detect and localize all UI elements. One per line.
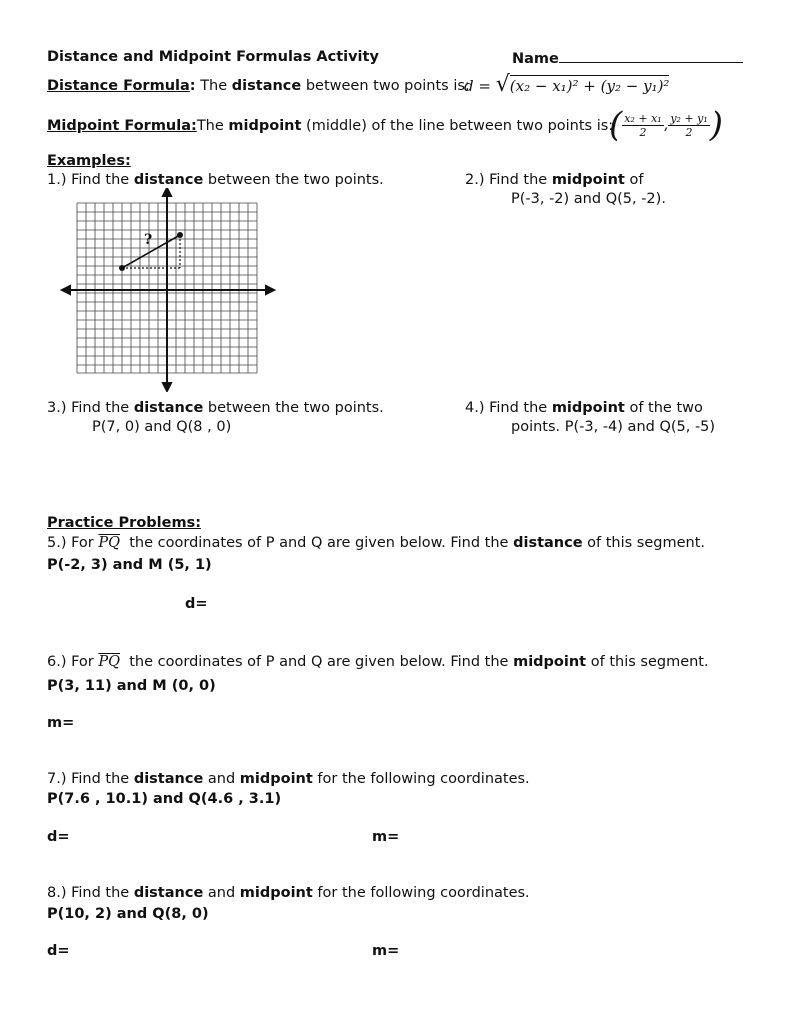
example-4: 4.) Find the midpoint of the two: [465, 400, 703, 416]
problem-6-answer[interactable]: m=: [47, 715, 75, 731]
practice-heading: Practice Problems:: [47, 515, 201, 531]
problem-5: 5.) For $\overline{PQ}$ the coordinates of P and Q are given below. Find the distance of this segment.: [47, 535, 706, 551]
name-field[interactable]: [512, 48, 743, 68]
example-4-points: points. P(-3, -4) and Q(5, -5): [511, 419, 716, 435]
problem-6-points: P(3, 11) and M (0, 0): [47, 678, 216, 694]
problem-5-points: P(-2, 3) and M (5, 1): [47, 557, 212, 573]
problem-8-midpoint-answer[interactable]: m=: [372, 943, 400, 959]
name-blank[interactable]: [559, 48, 743, 63]
problem-7: 7.) Find the distance and midpoint for the following coordinates.: [47, 771, 530, 787]
midpoint-formula-equation: ( $\frac{\text{x₂ + x₁}}{2}$ , $\frac{\text{y₂ + y₁}}{2}$ ): [609, 105, 724, 145]
example-3-points: P(7, 0) and Q(8 , 0): [92, 419, 232, 435]
midpoint-formula-line: Midpoint Formula:The midpoint (middle) of the line between two points is:: [47, 118, 614, 134]
problem-5-answer[interactable]: d=: [185, 596, 208, 612]
segment-pq: $\overline{PQ}$: [98, 654, 121, 670]
segment-pq: $\overline{PQ}$: [98, 535, 121, 551]
example-1: 1.) Find the distance between the two points.: [47, 172, 384, 188]
examples-heading: Examples:: [47, 153, 131, 169]
worksheet-title: Distance and Midpoint Formulas Activity: [47, 49, 379, 65]
problem-6: 6.) For $\overline{PQ}$ the coordinates of P and Q are given below. Find the midpoint of this segment.: [47, 654, 709, 670]
problem-8-points: P(10, 2) and Q(8, 0): [47, 906, 209, 922]
distance-formula-equation: d = √(x₂ − x₁)² + (y₂ − y₁)²: [464, 72, 670, 97]
example-3: 3.) Find the distance between the two points.: [47, 400, 384, 416]
graph-question-mark: ?: [144, 232, 153, 248]
midpoint-formula-label: Midpoint Formula:: [47, 118, 197, 134]
problem-7-midpoint-answer[interactable]: m=: [372, 829, 400, 845]
problem-7-points: P(7.6 , 10.1) and Q(4.6 , 3.1): [47, 791, 282, 807]
example-2: 2.) Find the midpoint of: [465, 172, 644, 188]
problem-7-distance-answer[interactable]: d=: [47, 829, 70, 845]
problem-8-distance-answer[interactable]: d=: [47, 943, 70, 959]
distance-formula-line: Distance Formula: The distance between two points is:: [47, 78, 470, 94]
problem-8: 8.) Find the distance and midpoint for the following coordinates.: [47, 885, 530, 901]
coordinate-grid: [60, 188, 276, 392]
example-2-points: P(-3, -2) and Q(5, -2).: [511, 191, 666, 207]
distance-formula-label: Distance Formula: [47, 78, 190, 94]
name-label: Name: [512, 51, 559, 67]
